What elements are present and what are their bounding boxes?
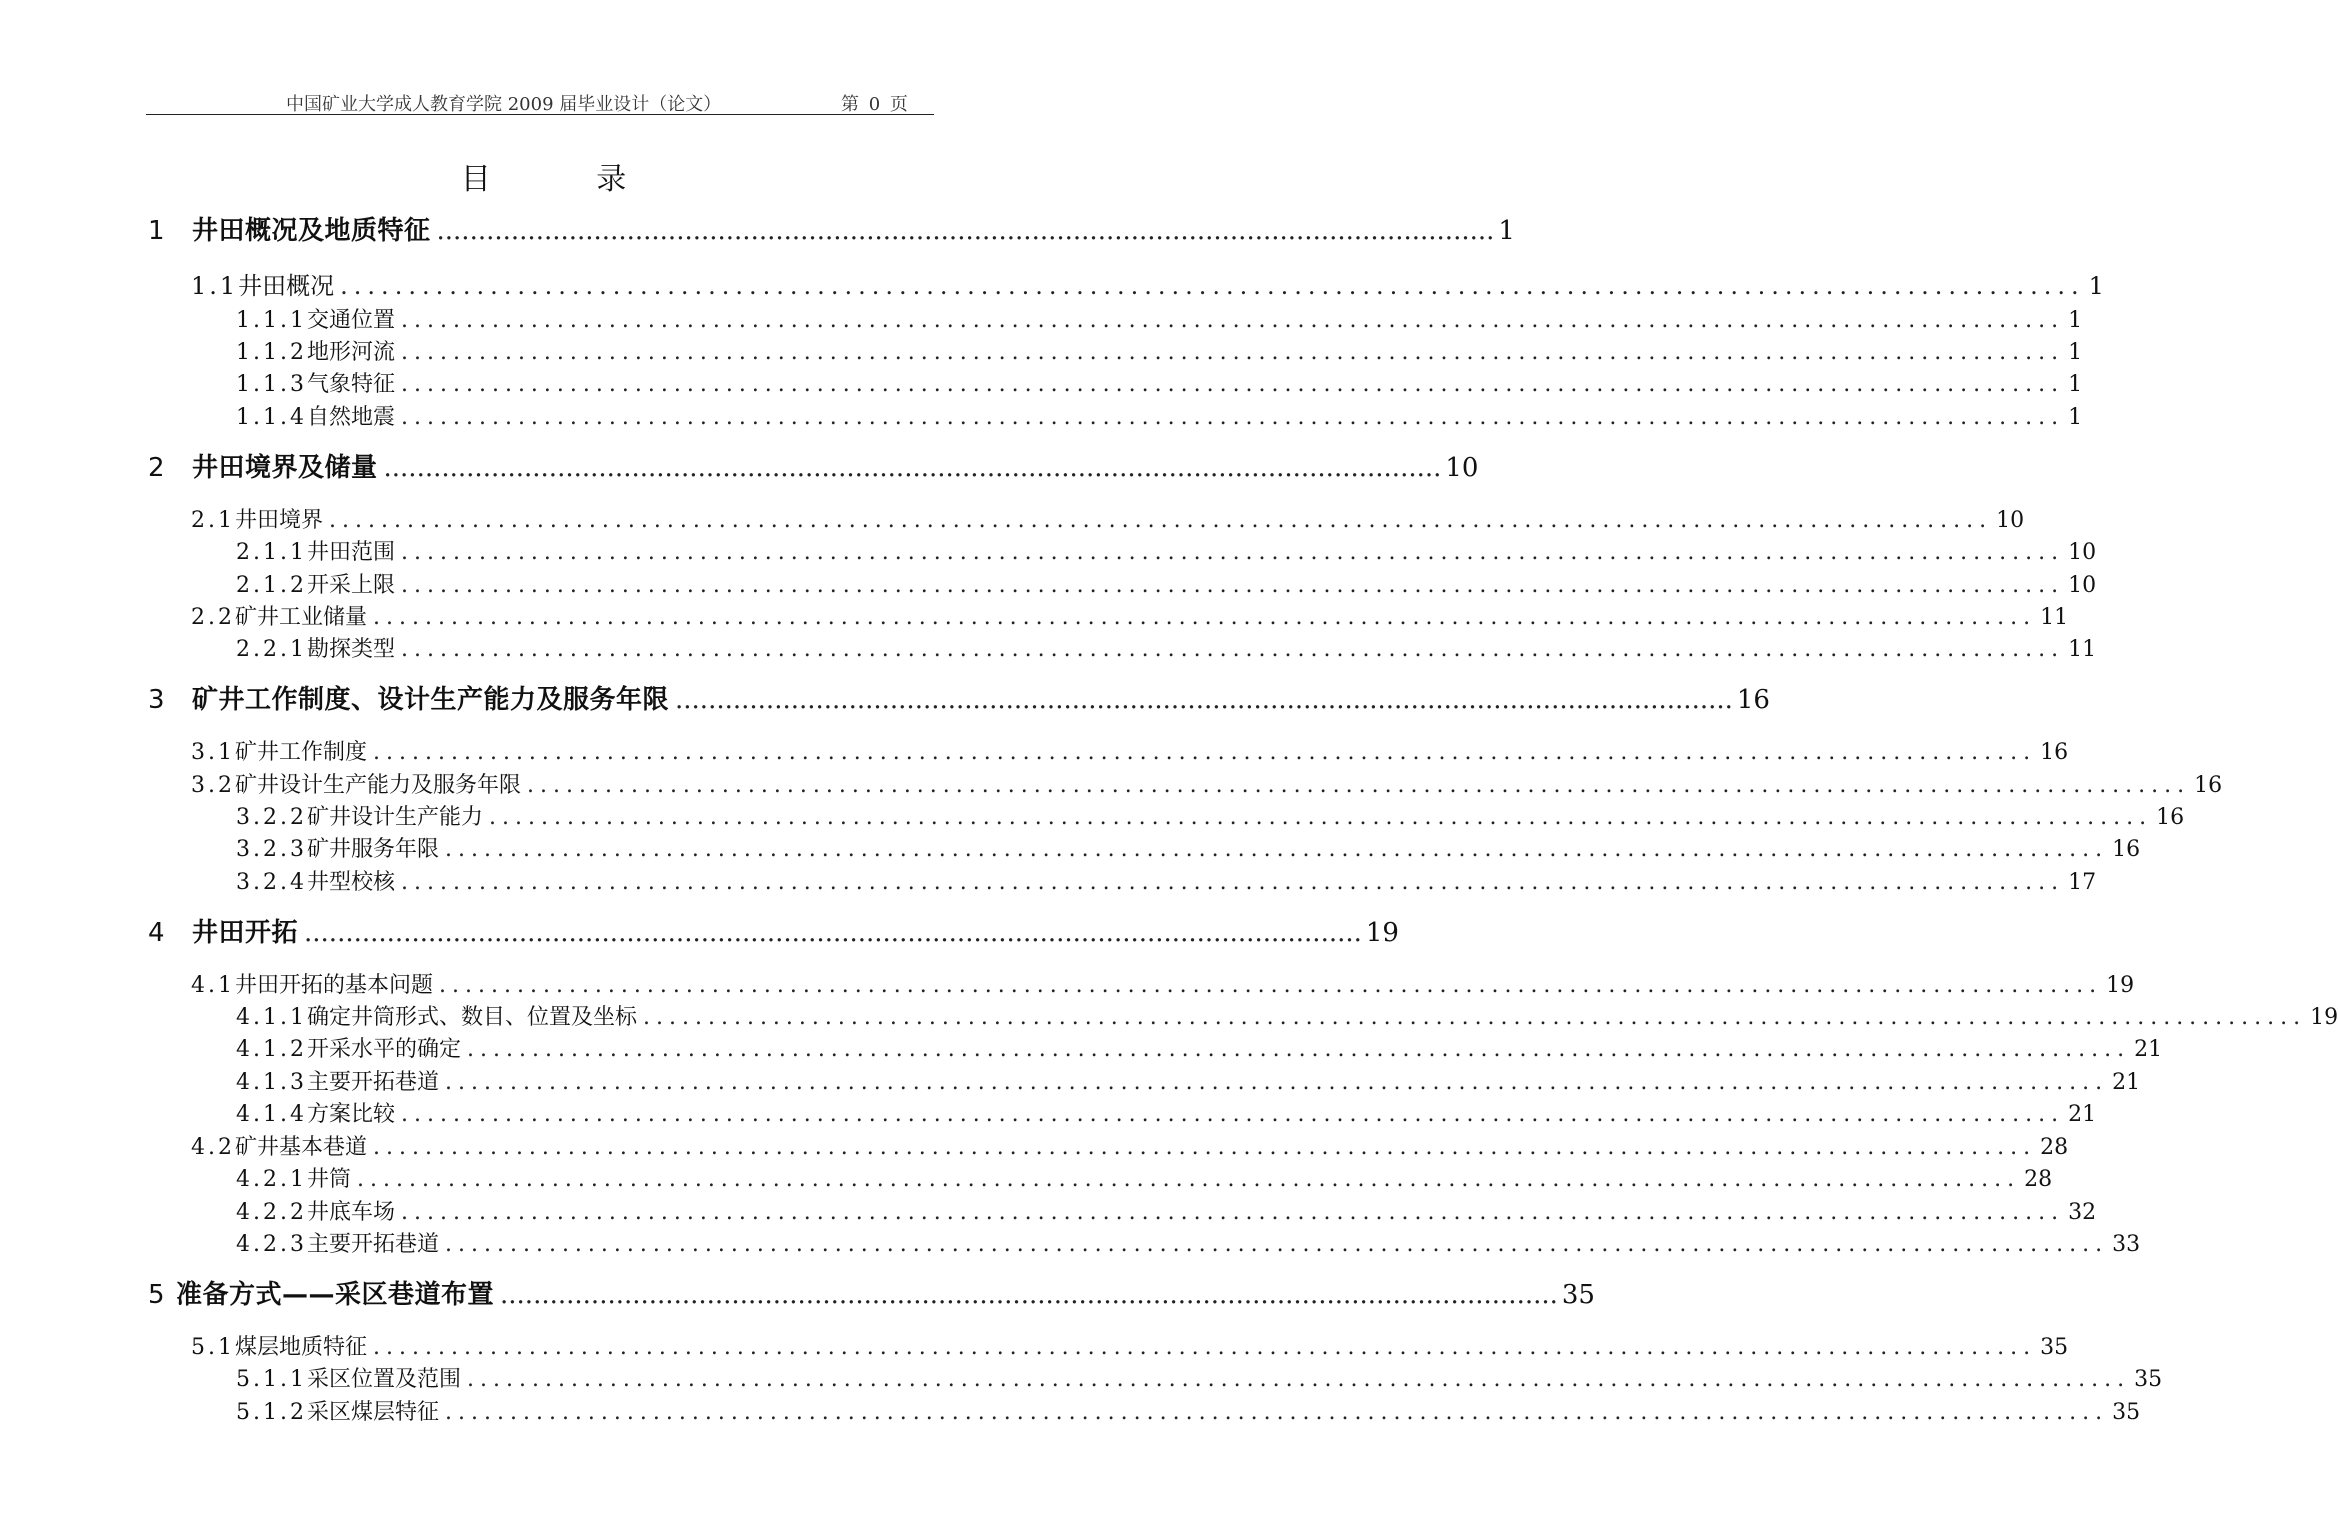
toc-entry-text: 矿井设计生产能力 bbox=[306, 805, 483, 830]
toc-entry-text: 确定井筒形式、数目、位置及坐标 bbox=[306, 1005, 637, 1030]
toc-entry-page: 10 bbox=[1445, 453, 1479, 483]
toc-entry-number: 4.1 bbox=[191, 973, 235, 998]
toc-entry-section[interactable] bbox=[191, 266, 2104, 300]
toc-entry-section[interactable] bbox=[191, 503, 2025, 533]
toc-entry-page: 21 bbox=[2068, 1102, 2097, 1127]
toc-leader: ................................................................................................................................ bbox=[401, 340, 2065, 365]
toc-entry-page: 33 bbox=[2112, 1232, 2141, 1257]
toc-entry-subsection[interactable] bbox=[236, 1195, 2097, 1225]
toc-entry-number: 2.1.2 bbox=[236, 573, 307, 598]
toc-leader: ................................................................................................................................ bbox=[340, 272, 2085, 300]
toc-entry-subsection[interactable] bbox=[236, 535, 2097, 565]
toc-entry-subsection[interactable] bbox=[236, 865, 2097, 895]
toc-leader: ................................................................................................................................ bbox=[401, 1200, 2065, 1225]
toc-entry-number: 5.1.2 bbox=[236, 1400, 307, 1425]
toc-entry-subsection[interactable] bbox=[236, 400, 2083, 430]
toc-entry-page: 1 bbox=[2068, 340, 2083, 365]
toc-entry-subsection[interactable] bbox=[236, 1032, 2163, 1062]
page-header bbox=[146, 88, 934, 115]
toc-entry-text: 开采水平的确定 bbox=[306, 1037, 461, 1062]
toc-entry-page: 1 bbox=[2068, 405, 2083, 430]
toc-entry-number: 4.1.1 bbox=[236, 1005, 307, 1030]
toc-leader: ................................................................................................................................ bbox=[527, 773, 2191, 798]
toc-entry-label: 4 井田开拓 bbox=[148, 918, 299, 948]
toc-entry-text: 井田概况 bbox=[238, 272, 335, 300]
toc-entry-text: 主要开拓巷道 bbox=[306, 1070, 439, 1095]
toc-entry-number: 1.1.2 bbox=[236, 340, 307, 365]
toc-entry-number: 2.2 bbox=[191, 605, 235, 630]
toc-leader: ................................................................................................................................ bbox=[304, 918, 1362, 948]
toc-entry-section[interactable] bbox=[191, 768, 2223, 798]
toc-entry-page: 16 bbox=[2194, 773, 2223, 798]
toc-entry-section[interactable] bbox=[191, 1130, 2069, 1160]
toc-entry-section[interactable] bbox=[191, 600, 2069, 630]
toc-leader: ................................................................................................................................ bbox=[401, 372, 2065, 397]
toc-entry-subsection[interactable] bbox=[236, 1162, 2053, 1192]
toc-entry-text: 井田开拓的基本问题 bbox=[235, 973, 434, 998]
toc-entry-text: 矿井工业储量 bbox=[235, 605, 368, 630]
toc-entry-page: 1 bbox=[2068, 308, 2083, 333]
toc-entry-text: 井筒 bbox=[306, 1167, 351, 1192]
toc-entry-page: 10 bbox=[2068, 540, 2097, 565]
toc-entry-label: 3 矿井工作制度、设计生产能力及服务年限 bbox=[148, 685, 670, 715]
toc-entry-text: 矿井工作制度 bbox=[235, 740, 368, 765]
toc-entry-section[interactable] bbox=[191, 1330, 2069, 1360]
toc-leader: ................................................................................................................................ bbox=[401, 637, 2065, 662]
toc-leader: ................................................................................................................................ bbox=[445, 1070, 2109, 1095]
toc-entry-number: 3.1 bbox=[191, 740, 235, 765]
toc-leader: ................................................................................................................................ bbox=[373, 740, 2037, 765]
toc-leader: ................................................................................................................................ bbox=[373, 605, 2037, 630]
toc-entry-section[interactable] bbox=[191, 968, 2135, 998]
toc-entry-page: 16 bbox=[1736, 685, 1770, 715]
toc-entry-number: 1.1.4 bbox=[236, 405, 307, 430]
toc-entry-page: 16 bbox=[2112, 837, 2141, 862]
toc-leader: ................................................................................................................................ bbox=[445, 837, 2109, 862]
toc-entry-page: 35 bbox=[2134, 1367, 2163, 1392]
toc-entry-text: 煤层地质特征 bbox=[235, 1335, 368, 1360]
toc-leader: ................................................................................................................................ bbox=[383, 453, 1442, 483]
toc-entry-subsection[interactable] bbox=[236, 367, 2083, 397]
toc-entry-subsection[interactable] bbox=[236, 632, 2097, 662]
toc-leader: ................................................................................................................................ bbox=[445, 1400, 2109, 1425]
toc-leader: ................................................................................................................................ bbox=[436, 216, 1495, 246]
toc-entry-number: 2.2.1 bbox=[236, 637, 307, 662]
toc-entry-number: 3.2.4 bbox=[236, 870, 307, 895]
toc-entry-subsection[interactable] bbox=[236, 335, 2083, 365]
toc-leader: ................................................................................................................................ bbox=[445, 1232, 2109, 1257]
toc-entry-number: 3.2.3 bbox=[236, 837, 307, 862]
toc-leader: ................................................................................................................................ bbox=[401, 573, 2065, 598]
toc-entry-page: 17 bbox=[2068, 870, 2097, 895]
toc-leader: ................................................................................................................................ bbox=[401, 308, 2065, 333]
toc-entry-page: 35 bbox=[2112, 1400, 2141, 1425]
toc-entry-number: 1.1.1 bbox=[236, 308, 307, 333]
toc-leader: ................................................................................................................................ bbox=[643, 1005, 2307, 1030]
toc-entry-number: 2.1 bbox=[191, 508, 235, 533]
toc-title: 目 录 bbox=[460, 162, 675, 197]
toc-leader: ................................................................................................................................ bbox=[439, 973, 2103, 998]
header-title: 中国矿业大学成人教育学院 2009 届毕业设计（论文） bbox=[286, 94, 722, 115]
toc-entry-subsection[interactable] bbox=[236, 1227, 2141, 1257]
toc-entry-page: 1 bbox=[1498, 216, 1515, 246]
toc-entry-chapter[interactable] bbox=[148, 912, 1399, 948]
toc-entry-page: 28 bbox=[2024, 1167, 2053, 1192]
toc-entry-page: 21 bbox=[2112, 1070, 2141, 1095]
toc-entry-section[interactable] bbox=[191, 735, 2069, 765]
toc-leader: ................................................................................................................................ bbox=[467, 1367, 2131, 1392]
toc-entry-number: 1.1.3 bbox=[236, 372, 307, 397]
toc-entry-text: 地形河流 bbox=[306, 340, 395, 365]
toc-entry-text: 矿井设计生产能力及服务年限 bbox=[235, 773, 522, 798]
toc-entry-page: 1 bbox=[2088, 272, 2104, 300]
toc-entry-page: 19 bbox=[2106, 973, 2135, 998]
toc-entry-page: 32 bbox=[2068, 1200, 2097, 1225]
toc-entry-text: 自然地震 bbox=[306, 405, 395, 430]
toc-entry-page: 10 bbox=[2068, 573, 2097, 598]
toc-entry-subsection[interactable] bbox=[236, 1000, 2338, 1030]
toc-entry-number: 4.2.1 bbox=[236, 1167, 307, 1192]
toc-entry-text: 勘探类型 bbox=[306, 637, 395, 662]
toc-leader: ................................................................................................................................ bbox=[401, 540, 2065, 565]
toc-leader: ................................................................................................................................ bbox=[357, 1167, 2021, 1192]
toc-entry-page: 19 bbox=[1365, 918, 1399, 948]
toc-entry-subsection[interactable] bbox=[236, 1362, 2163, 1392]
toc-entry-chapter[interactable] bbox=[148, 447, 1479, 483]
toc-entry-text: 井底车场 bbox=[306, 1200, 395, 1225]
toc-entry-page: 1 bbox=[2068, 372, 2083, 397]
toc-entry-subsection[interactable] bbox=[236, 1065, 2141, 1095]
toc-entry-subsection[interactable] bbox=[236, 832, 2141, 862]
toc-leader: ................................................................................................................................ bbox=[373, 1335, 2037, 1360]
toc-entry-number: 4.1.3 bbox=[236, 1070, 307, 1095]
toc-entry-text: 开采上限 bbox=[306, 573, 395, 598]
header-page-number: 第 0 页 bbox=[841, 94, 910, 115]
toc-entry-text: 采区煤层特征 bbox=[306, 1400, 439, 1425]
toc-entry-page: 28 bbox=[2040, 1135, 2069, 1160]
toc-entry-text: 气象特征 bbox=[306, 372, 395, 397]
toc-entry-chapter[interactable] bbox=[148, 1274, 1595, 1310]
toc-entry-number: 5.1.1 bbox=[236, 1367, 307, 1392]
toc-entry-number: 3.2 bbox=[191, 773, 235, 798]
toc-leader: ................................................................................................................................ bbox=[489, 805, 2153, 830]
toc-entry-page: 35 bbox=[1561, 1280, 1595, 1310]
toc-entry-number: 4.1.2 bbox=[236, 1037, 307, 1062]
toc-entry-text: 采区位置及范围 bbox=[306, 1367, 461, 1392]
toc-entry-subsection[interactable] bbox=[236, 800, 2185, 830]
toc-entry-subsection[interactable] bbox=[236, 303, 2083, 333]
toc-entry-number: 1.1 bbox=[191, 272, 239, 300]
toc-entry-page: 16 bbox=[2040, 740, 2069, 765]
toc-leader: ................................................................................................................................ bbox=[401, 1102, 2065, 1127]
toc-entry-label: 1 井田概况及地质特征 bbox=[148, 216, 431, 246]
toc-entry-number: 4.2.3 bbox=[236, 1232, 307, 1257]
toc-leader: ................................................................................................................................ bbox=[467, 1037, 2131, 1062]
toc-entry-subsection[interactable] bbox=[236, 1395, 2141, 1425]
toc-entry-page: 10 bbox=[1996, 508, 2025, 533]
toc-entry-page: 19 bbox=[2310, 1005, 2338, 1030]
toc-entry-subsection[interactable] bbox=[236, 1097, 2097, 1127]
toc-entry-text: 交通位置 bbox=[306, 308, 395, 333]
toc-entry-text: 井田范围 bbox=[306, 540, 395, 565]
toc-entry-number: 5.1 bbox=[191, 1335, 235, 1360]
toc-entry-number: 4.2 bbox=[191, 1135, 235, 1160]
toc-leader: ................................................................................................................................ bbox=[329, 508, 1993, 533]
toc-entry-text: 方案比较 bbox=[306, 1102, 395, 1127]
toc-entry-subsection[interactable] bbox=[236, 568, 2097, 598]
toc-entry-number: 3.2.2 bbox=[236, 805, 307, 830]
toc-entry-label: 2 井田境界及储量 bbox=[148, 453, 378, 483]
toc-leader: ................................................................................................................................ bbox=[401, 870, 2065, 895]
toc-entry-page: 16 bbox=[2156, 805, 2185, 830]
toc-entry-page: 21 bbox=[2134, 1037, 2163, 1062]
toc-entry-page: 11 bbox=[2068, 637, 2097, 662]
toc-entry-page: 11 bbox=[2040, 605, 2069, 630]
toc-entry-chapter[interactable] bbox=[148, 679, 1770, 715]
toc-leader: ................................................................................................................................ bbox=[401, 405, 2065, 430]
toc-entry-text: 矿井服务年限 bbox=[306, 837, 439, 862]
toc-entry-text: 矿井基本巷道 bbox=[235, 1135, 368, 1160]
toc-leader: ................................................................................................................................ bbox=[675, 685, 1733, 715]
toc-entry-text: 井田境界 bbox=[235, 508, 324, 533]
toc-entry-text: 井型校核 bbox=[306, 870, 395, 895]
toc-entry-number: 4.1.4 bbox=[236, 1102, 307, 1127]
toc-entry-number: 2.1.1 bbox=[236, 540, 307, 565]
toc-entry-text: 主要开拓巷道 bbox=[306, 1232, 439, 1257]
toc-entry-chapter[interactable] bbox=[148, 210, 1515, 246]
toc-entry-page: 35 bbox=[2040, 1335, 2069, 1360]
toc-leader: ................................................................................................................................ bbox=[500, 1280, 1558, 1310]
toc-entry-number: 4.2.2 bbox=[236, 1200, 307, 1225]
toc-entry-label: 5 准备方式——采区巷道布置 bbox=[148, 1280, 495, 1310]
toc-leader: ................................................................................................................................ bbox=[373, 1135, 2037, 1160]
